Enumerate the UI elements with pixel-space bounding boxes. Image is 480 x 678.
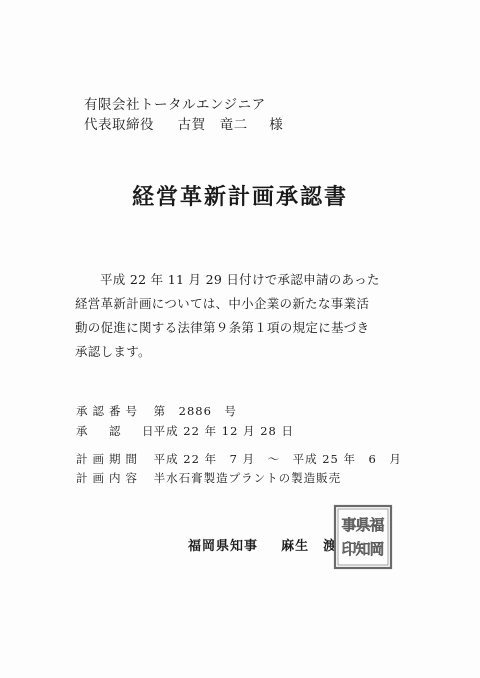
recipient-line: [84, 113, 283, 133]
approval-date-row: [76, 423, 294, 439]
approval-number-label: 承認番号: [76, 404, 142, 418]
body-paragraph: [75, 268, 415, 364]
body-line-2: 経営革新計画については、中小企業の新たな事業活: [75, 296, 370, 311]
seal-glyph: 岡: [369, 540, 385, 558]
plan-period-value: 平成 22 年 7 月 ～ 平成 25 年 6 月: [153, 452, 402, 466]
signer-name: 麻生 渡: [281, 539, 338, 554]
body-line-4: 承認します。: [75, 344, 151, 359]
document-title: 経営革新計画承認書: [131, 184, 348, 210]
official-seal-stamp: [333, 504, 393, 570]
approval-number-value: 第 2886 号: [153, 404, 237, 418]
approval-number-row: [76, 403, 237, 419]
approval-date-value: 平成 22 年 12 月 28 日: [153, 424, 294, 438]
seal-glyph: 印: [341, 540, 357, 558]
body-line-3: 動の促進に関する法律第９条第１項の規定に基づき: [75, 320, 370, 335]
plan-period-label: 計画期間: [76, 452, 142, 466]
recipient-honorific: 様: [269, 117, 284, 133]
seal-glyph: 福: [369, 516, 385, 534]
seal-glyph: 事: [341, 516, 357, 534]
recipient-company: 有限会社トータルエンジニア: [84, 97, 266, 113]
recipient-name: 古賀 竜二: [177, 117, 248, 133]
recipient-position: 代表取締役: [84, 117, 154, 133]
signer: [188, 535, 337, 554]
approval-date-label: 承 認 日: [76, 424, 159, 438]
plan-content-label: 計画内容: [76, 471, 142, 485]
body-line-1: 平成 22 年 11 月 29 日付けで承認申請のあった: [100, 272, 380, 287]
seal-glyph: 知: [355, 540, 371, 558]
plan-period-row: [76, 451, 402, 467]
signer-title: 福岡県知事: [188, 539, 259, 554]
plan-content-row: [76, 470, 341, 486]
plan-content-value: 半水石膏製造プラントの製造販売: [153, 471, 342, 485]
seal-glyph: 県: [355, 516, 371, 534]
